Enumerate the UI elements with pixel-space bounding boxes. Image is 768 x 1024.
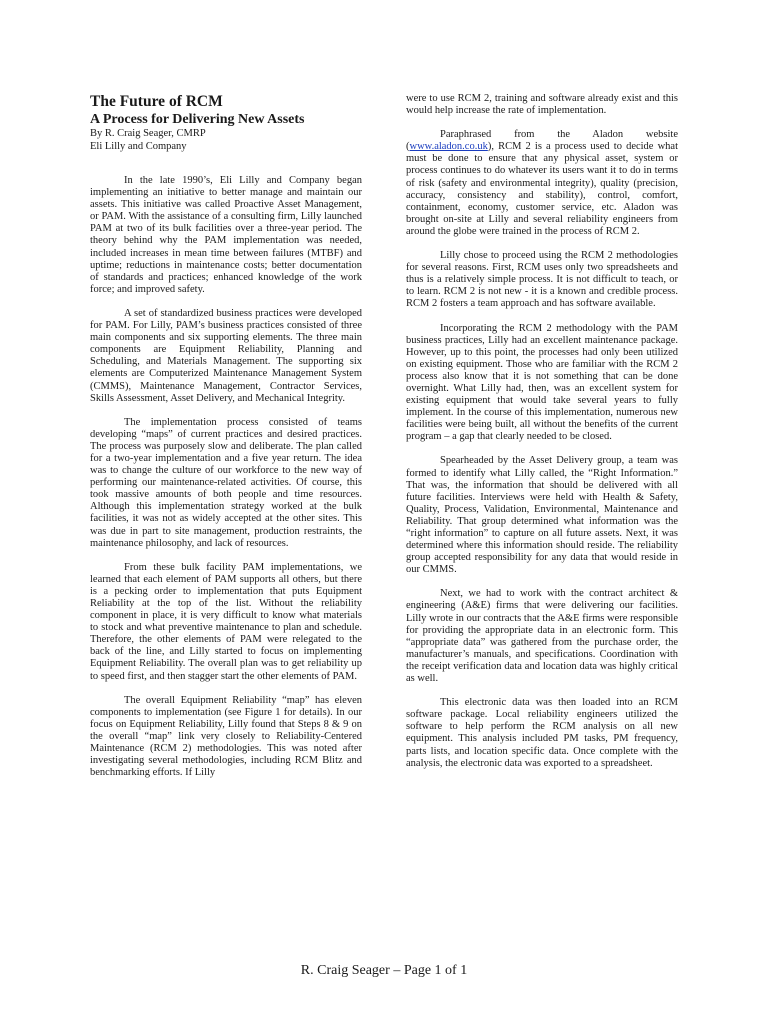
paragraph-contract-firms: Next, we had to work with the contract architect & engineering (A&E) firms that were delivering our facilities. Lilly wrote in our contracts that the A&E firms were responsible for providing the appropriate data in an electronic form. This “appropriate data” was gathered from the purchase order, the manufacturer’s manuals, and specifications. Coordination with the receipt verification data and location data was highly critical as well. [406,588,678,685]
paragraph-reliability-map: The overall Equipment Reliability “map” has eleven components to implementation (see Figure 1 for details). In our focus on Equipment Reliability, Lilly found that Steps 8 & 9 on the overall “map” link very closely to Reliability-Centered Maintenance (RCM 2) methodologies. This was noted after investigating several methodologies, including RCM Blitz and benchmarking efforts. If Lilly [90,694,362,779]
left-column [90,93,362,791]
author-organization: Eli Lilly and Company [90,140,187,152]
paragraph-aladon [406,129,678,238]
aladon-text-after: ), RCM 2 is a process used to decide what must be done to ensure that any physical asset, system or process continues to do whatever its users want it to do in terms of risk (safety and environmental integrity), quality (precision, accuracy, consistency and stability), control, comfort, containment, economy, customer service, etc. Aladon was brought on-site at Lilly and several reliability engineers from around the globe were trained in the process of RCM 2. [406,141,678,237]
paragraph-reasons: Lilly chose to proceed using the RCM 2 methodologies for several reasons. First, RCM uses only two spreadsheets and thus is a relatively simple process. It is not difficult to teach, or to learn. RCM 2 is not new - it is a known and credible process. RCM 2 fosters a team approach and has software available. [406,250,678,310]
page-footer: R. Craig Seager – Page 1 of 1 [300,963,468,978]
paragraph-continuation: were to use RCM 2, training and software already exist and this would help increase the rate of implementation. [406,93,678,117]
paragraph-intro: In the late 1990’s, Eli Lilly and Company began implementing an initiative to better manage and maintain our assets. This initiative was called Proactive Asset Management, or PAM. With the assistance of a consulting firm, Lilly launched PAM at two of its bulk facilities over a three-year period. The theory behind why the PAM implementation was needed, included increases in mean time between failures (MTBF) and uptime; reductions in maintenance costs; better documentation of standards and practices; enhanced knowledge of the work force; and improved safety. [90,175,362,295]
paragraph-right-information: Spearheaded by the Asset Delivery group, a team was formed to identify what Lilly called, the “Right Information.” That was, the information that should be delivered with all future facilities. Interviews were held with Health & Safety, Quality, Process, Validation, Environmental, Maintenance and Reliability. That group determined what information was the “right information” to capture on all future assets. Next, it was determined where this information should reside. The reliability group accepted responsibility for any data that would reside in our CMMS. [406,455,678,576]
paragraph-implementation: The implementation process consisted of teams developing “maps” of current practices and desired practices. The process was purposely slow and deliberate. The plan called for a two-year implementation and a five year return. The idea was to change the culture of our workforce to the new way of performing our maintenance-related activities. Of course, this took massive amounts of both people and time resources. Although this implementation strategy worked at the bulk facilities, it was not as widely accepted at the other sites. This was due in part to site management, production restraints, the maintenance philosophy, and lack of resources. [90,416,362,549]
aladon-text-before: Paraphrased from the Aladon website ( [406,129,678,153]
article-subtitle: A Process for Delivering New Assets [90,112,305,127]
paragraph-incorporating: Incorporating the RCM 2 methodology with the PAM business practices, Lilly had an excellent maintenance package. However, up to this point, the processes had only been utilized on existing equipment. Those who are familiar with the RCM 2 process also know that it is not something that can be done overnight. What Lilly had, then, was an excellent system for existing equipment that would take several years to fully implement. In the course of this implementation, numerous new facilities were being built, all without the benefits of the current program – a gap that clearly needed to be closed. [406,322,678,443]
author-byline: By R. Craig Seager, CMRP [90,128,206,139]
paragraph-business-practices: A set of standardized business practices were developed for PAM. For Lilly, PAM’s business practices consisted of three main components and six supporting elements. The three main components are Equipment Reliability, Planning and Scheduling, and Materials Management. The supporting six elements are Computerized Maintenance Management System (CMMS), Maintenance Management, Contractor Services, Skills Assessment, Asset Delivery, and Mechanical Integrity. [90,307,362,404]
right-column [406,93,678,782]
aladon-website-link[interactable]: www.aladon.co.uk [409,141,488,153]
paragraph-lessons-learned: From these bulk facility PAM implementations, we learned that each element of PAM supports all others, but there is a pecking order to implementation that puts Equipment Reliability at the top of the list. Without the reliability component in place, it is very difficult to know what materials to stock and what preventive maintenance to plan and schedule. Therefore, the other elements of PAM were relegated to the back of the line, and Lilly started to focus on implementing Equipment Reliability. The overall plan was to get reliability up to speed first, and then stagger start the other elements of PAM. [90,561,362,682]
paragraph-electronic-data: This electronic data was then loaded into an RCM software package. Local reliability engineers utilized the software to help perform the RCM analysis on all new equipment. This analysis included PM tasks, PM frequency, parts lists, and location specific data. Once complete with the analysis, the electronic data was exported to a spreadsheet. [406,697,678,769]
article-title: The Future of RCM [90,93,223,110]
